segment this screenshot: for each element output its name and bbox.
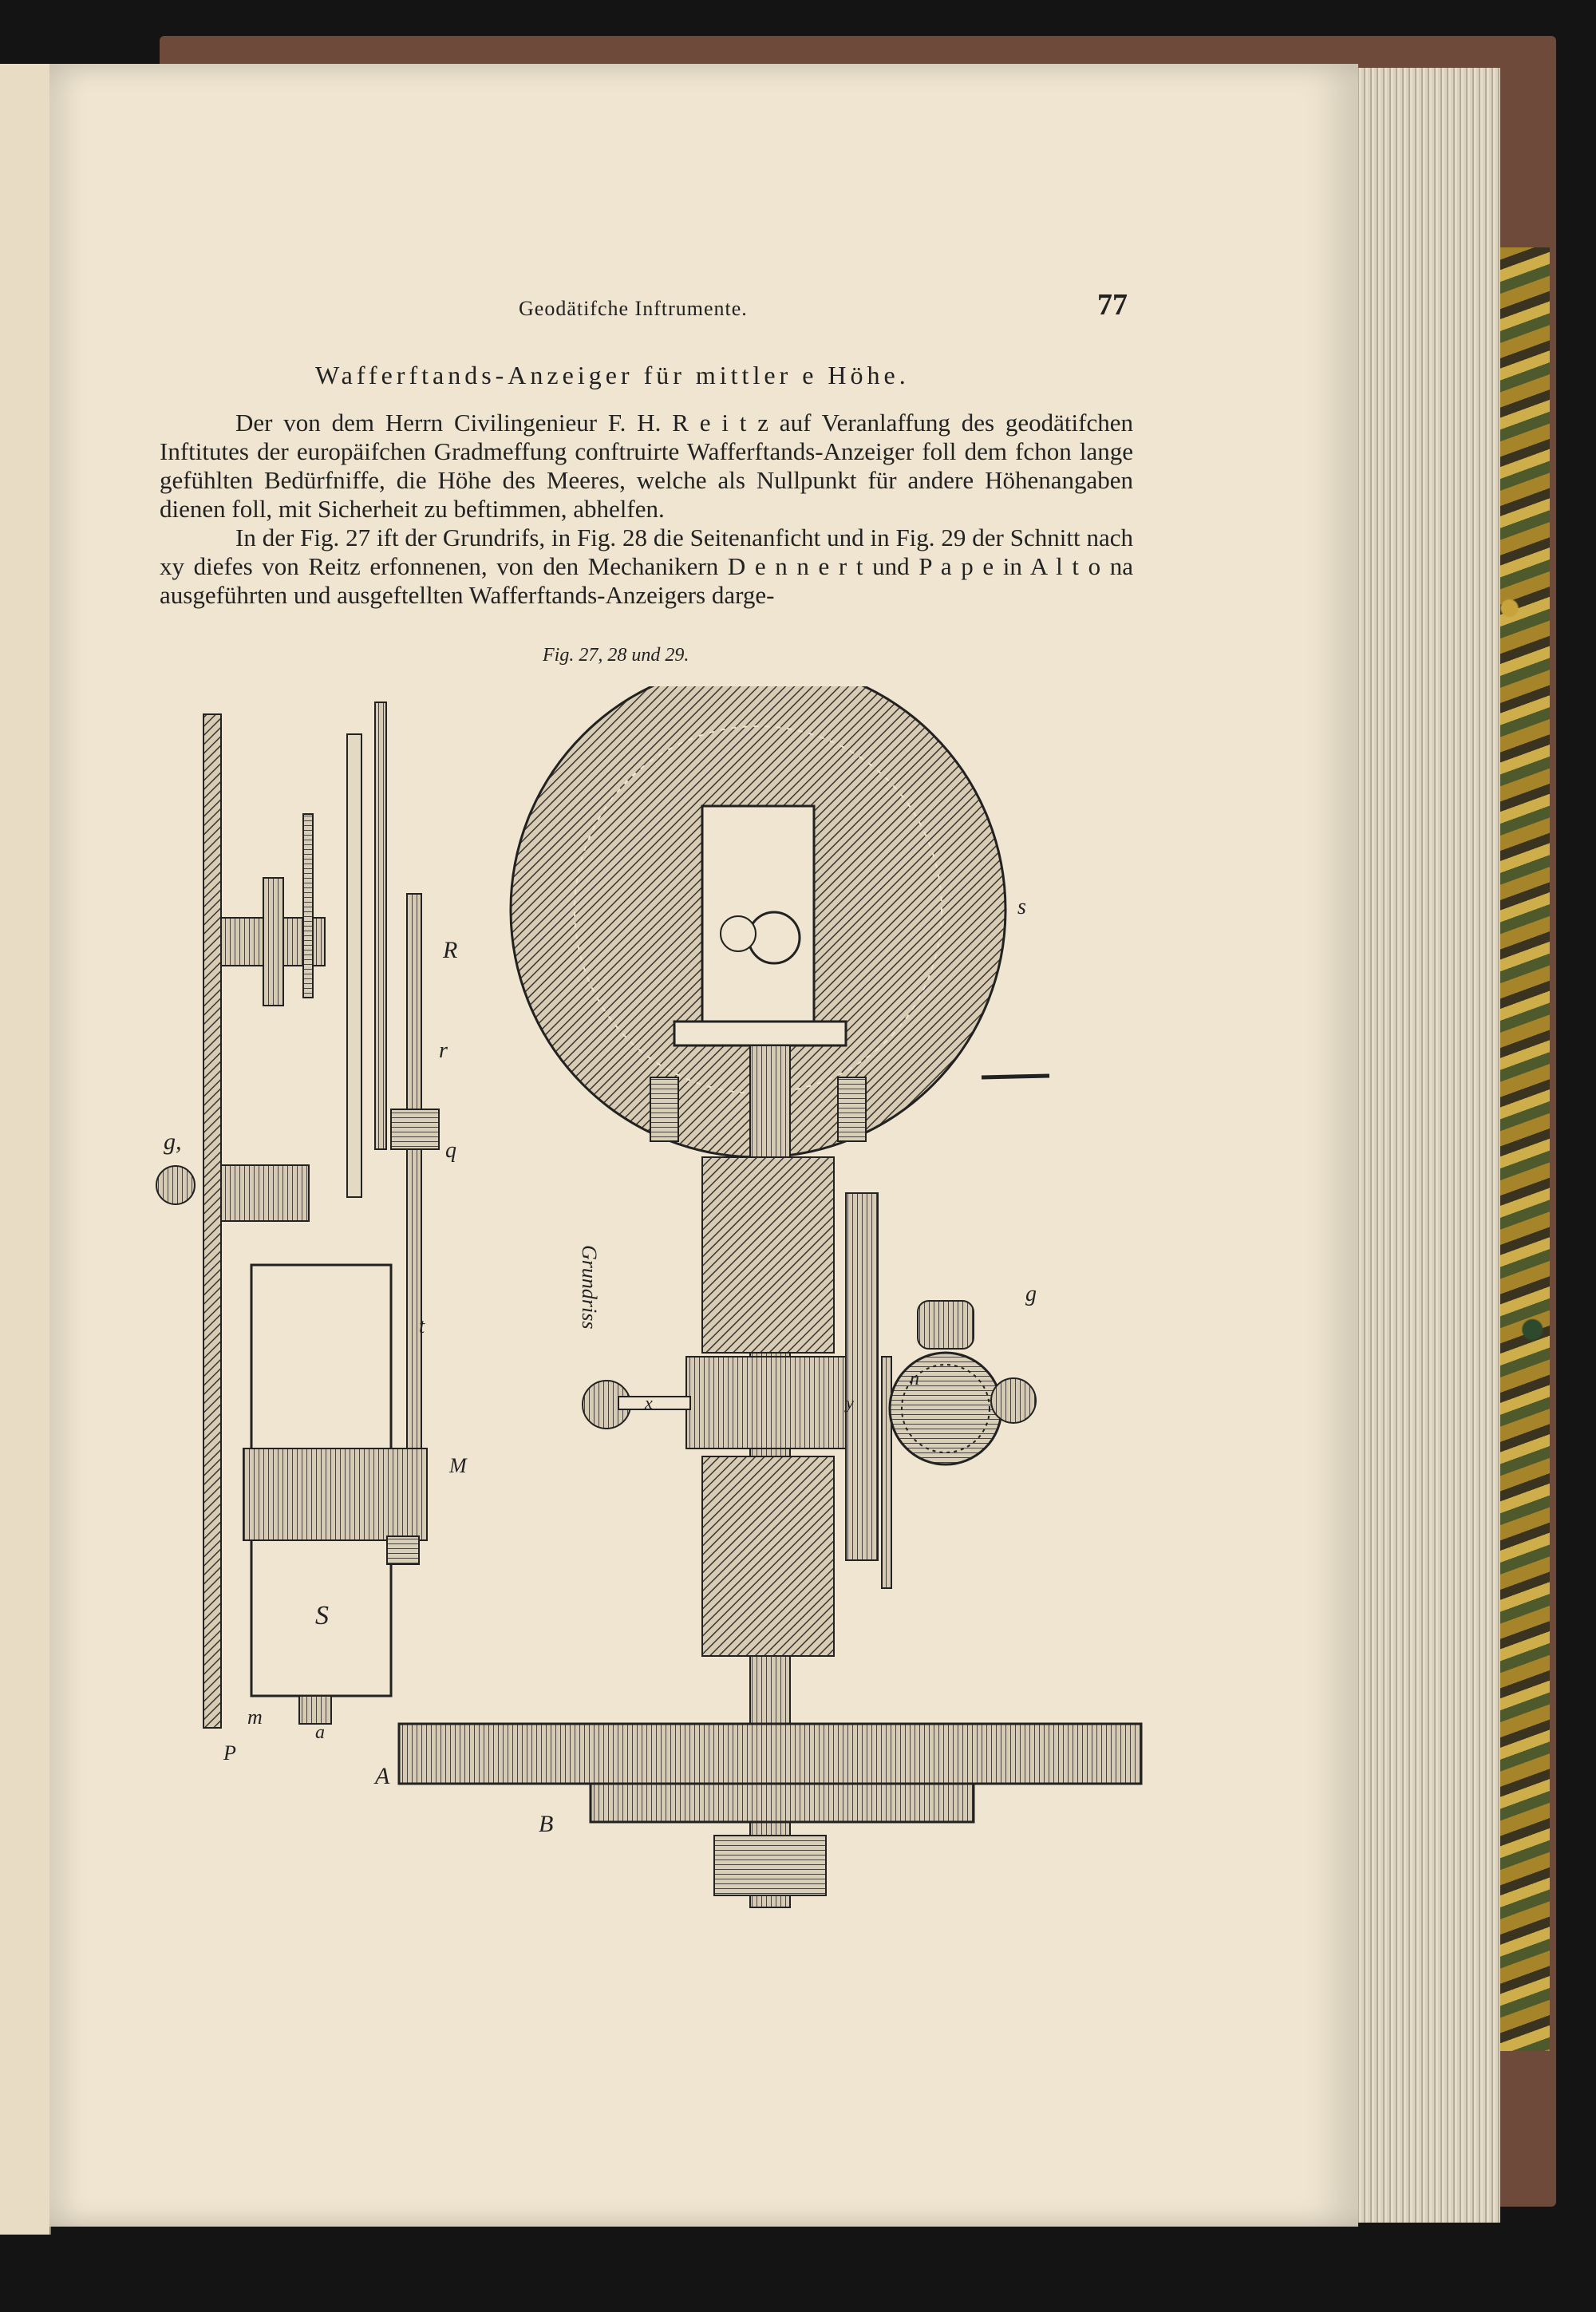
label-t: t [419, 1314, 425, 1338]
marbled-edge [1492, 247, 1550, 2051]
label-s: s [1017, 895, 1026, 919]
label-grundriss: Grundriss [578, 1245, 601, 1330]
left-page-edge [0, 64, 51, 2235]
label-P: P [223, 1741, 236, 1765]
label-M: M [449, 1454, 467, 1477]
label-m: m [247, 1705, 263, 1729]
label-A: A [375, 1763, 390, 1789]
label-B: B [539, 1811, 554, 1837]
label-g1: g, [164, 1128, 182, 1155]
paragraph-1: Der von dem Herrn Civilingenieur F. H. R e i t z auf Veranlaffung des geodätifchen Inftitutes der europäifchen Gradmeffung conftruirte Wafferftands-Anzeiger foll dem fchon lange gefühlten Bedürfniffe, die Höhe des Meeres, welche als Nullpunkt für andere Höhenangaben dienen foll, mit Sicherheit zu beftimmen, abhelfen. [160, 409, 1133, 523]
label-y: y [846, 1393, 854, 1413]
label-g: g [1025, 1282, 1037, 1306]
running-header: Geodätifche Inftrumente. [519, 297, 748, 320]
section-title: Wafferftands-Anzeiger für mittler e Höhe. [315, 361, 910, 389]
label-x: x [645, 1393, 653, 1413]
figure-caption: Fig. 27, 28 und 29. [543, 645, 689, 666]
label-n: n [910, 1369, 919, 1389]
page-number: 77 [1097, 288, 1128, 322]
label-a: a [315, 1722, 325, 1743]
label-S: S [315, 1601, 329, 1630]
label-R: R [443, 937, 458, 963]
label-q: q [445, 1138, 456, 1163]
engraving-figure [144, 686, 1149, 1931]
side-view-drawing [156, 702, 439, 1728]
page-stack-edges [1349, 68, 1500, 2223]
label-r: r [439, 1038, 448, 1063]
paragraph-2: In der Fig. 27 ift der Grundrifs, in Fig. 28 die Seitenanficht und in Fig. 29 der Schnitt nach xy diefes von Reitz erfonnenen, von den Mechanikern D e n n e r t und P a p e in A l t o na ausgeführten und ausgeftellten Wafferftands-Anzeigers darge- [160, 524, 1133, 609]
